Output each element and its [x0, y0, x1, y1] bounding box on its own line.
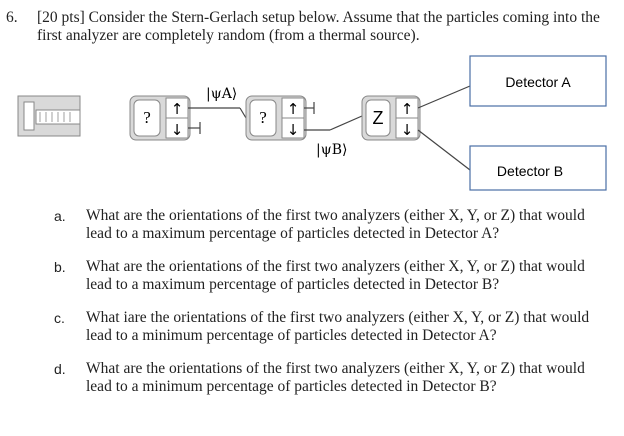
state-b-label: |ψB⟩ [316, 142, 348, 158]
sub-question-b-label: b. [54, 259, 66, 275]
analyzer-3 [362, 96, 420, 140]
detector-b [470, 146, 606, 190]
sub-question-c-text: What iare the orientations of the first two analyzers (either X, Y, or Z) that would lead to a minimum percentage of particles detected in Detector A? [86, 309, 590, 344]
analyzer-3-label: Z [372, 108, 384, 128]
question-text: [20 pts] Consider the Stern-Gerlach setup below. Assume that the particles coming into the first analyzer are completely random (from a thermal source). [37, 9, 600, 44]
analyzer-2-up-arrow: ↑ [286, 100, 300, 118]
question-number: 6. [6, 9, 18, 26]
state-a-label: |ψA⟩ [206, 86, 238, 102]
analyzer-2-down-arrow: ↓ [286, 121, 300, 139]
sub-question-d-label: d. [54, 361, 66, 377]
analyzer-1 [130, 96, 190, 140]
sub-question-d-text: What are the orientations of the first two analyzers (either X, Y, or Z) that would lead to a minimum percentage of particles detected in Detector B? [86, 360, 585, 395]
analyzer-1-label: ? [143, 108, 151, 127]
analyzer-1-down-arrow: ↓ [170, 121, 184, 139]
detector-a [470, 56, 606, 106]
stern-gerlach-diagram [0, 50, 624, 200]
oven-icon [18, 96, 80, 136]
sub-question-b-text: What are the orientations of the first two analyzers (either X, Y, or Z) that would lead to a maximum percentage of particles detected in Detector B? [86, 258, 585, 293]
analyzer-1-up-arrow: ↑ [170, 100, 184, 118]
analyzer-2 [246, 96, 306, 140]
sub-question-c-label: c. [54, 310, 65, 326]
analyzer-3-up-arrow: ↑ [400, 100, 414, 118]
analyzer-3-down-arrow: ↓ [400, 121, 414, 139]
detector-b-label: Detector B [496, 163, 564, 179]
analyzer-2-label: ? [259, 108, 267, 127]
sub-question-a-text: What are the orientations of the first two analyzers (either X, Y, or Z) that would lead to a maximum percentage of particles detected in Detector A? [86, 207, 585, 242]
sub-question-a-label: a. [54, 208, 66, 224]
detector-a-label: Detector A [505, 74, 571, 90]
